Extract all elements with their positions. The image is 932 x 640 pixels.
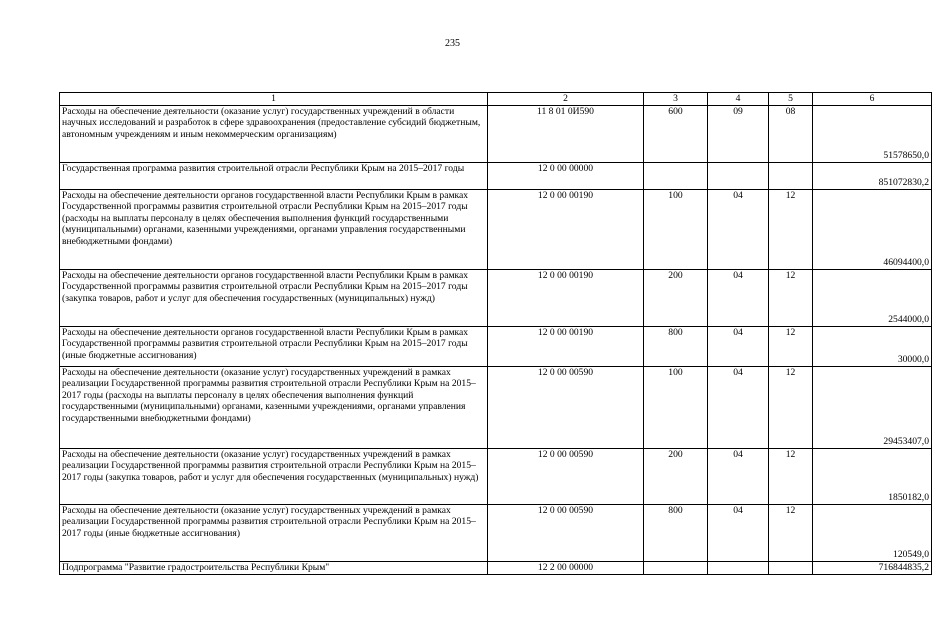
section-code: 04 <box>708 366 769 448</box>
section-code <box>708 561 769 574</box>
target-code: 11 8 01 0И590 <box>488 105 644 162</box>
expense-type: 800 <box>644 326 708 366</box>
subsection-code: 08 <box>769 105 813 162</box>
table-row <box>60 105 932 162</box>
expense-name: Расходы на обеспечение деятельности (оказание услуг) государственных учреждений в области научных исследований и разработок в сфере здравоохранения (предоставление субсидий бюджетным, автономным учреждениям и иным некоммерческим организациям) <box>60 105 488 162</box>
table-row <box>60 561 932 574</box>
expense-name: Расходы на обеспечение деятельности органов государственной власти Республики Крым в рамках Государственной программы развития строительной отрасли Республики Крым на 2015–2017 годы (расходы на выплаты персоналу в целях обеспечения выполнения функций государственными (муниципальными) органами, казенными учреждениями, органами управления государственными внебюджетными фондами) <box>60 189 488 269</box>
amount: 51578650,0 <box>813 105 932 162</box>
section-code: 04 <box>708 504 769 561</box>
amount: 1850182,0 <box>813 448 932 504</box>
subsection-code: 12 <box>769 366 813 448</box>
section-code: 04 <box>708 189 769 269</box>
expense-name: Расходы на обеспечение деятельности органов государственной власти Республики Крым в рамках Государственной программы развития строительной отрасли Республики Крым на 2015–2017 годы (иные бюджетные ассигнования) <box>60 326 488 366</box>
column-header: 2 <box>488 93 644 106</box>
amount: 2544000,0 <box>813 269 932 326</box>
table-row <box>60 366 932 448</box>
expense-type: 800 <box>644 504 708 561</box>
expense-type: 200 <box>644 448 708 504</box>
expense-type <box>644 162 708 189</box>
amount: 46094400,0 <box>813 189 932 269</box>
amount: 716844835,2 <box>813 561 932 574</box>
expense-name: Расходы на обеспечение деятельности (оказание услуг) государственных учреждений в рамках реализации Государственной программы развития строительной отрасли Республики Крым на 2015–2017 годы (закупка товаров, работ и услуг для обеспечения государственных (муниципальных) нужд) <box>60 448 488 504</box>
table-row <box>60 162 932 189</box>
column-header: 6 <box>813 93 932 106</box>
table-row <box>60 189 932 269</box>
subsection-code <box>769 162 813 189</box>
expense-name: Подпрограмма "Развитие градостроительства Республики Крым" <box>60 561 488 574</box>
subsection-code: 12 <box>769 448 813 504</box>
table-row <box>60 448 932 504</box>
subsection-code <box>769 561 813 574</box>
section-code <box>708 162 769 189</box>
section-code: 04 <box>708 269 769 326</box>
column-header: 1 <box>60 93 488 106</box>
table-row <box>60 269 932 326</box>
target-code: 12 0 00 00590 <box>488 448 644 504</box>
page-number: 235 <box>445 38 460 49</box>
subsection-code: 12 <box>769 504 813 561</box>
column-header: 3 <box>644 93 708 106</box>
target-code: 12 0 00 00590 <box>488 366 644 448</box>
subsection-code: 12 <box>769 189 813 269</box>
table-row <box>60 326 932 366</box>
expense-type <box>644 561 708 574</box>
expense-name: Расходы на обеспечение деятельности (оказание услуг) государственных учреждений в рамках реализации Государственной программы развития строительной отрасли Республики Крым на 2015–2017 годы (расходы на выплаты персоналу в целях обеспечения выполнения функций государственными (муниципальными) органами, казенными учреждениями, органами управления государственными внебюджетными фондами) <box>60 366 488 448</box>
section-code: 04 <box>708 326 769 366</box>
section-code: 04 <box>708 448 769 504</box>
expense-name: Расходы на обеспечение деятельности органов государственной власти Республики Крым в рамках Государственной программы развития строительной отрасли Республики Крым на 2015–2017 годы (закупка товаров, работ и услуг для обеспечения государственных (муниципальных) нужд) <box>60 269 488 326</box>
expense-type: 100 <box>644 366 708 448</box>
expense-type: 600 <box>644 105 708 162</box>
expense-name: Расходы на обеспечение деятельности (оказание услуг) государственных учреждений в рамках реализации Государственной программы развития строительной отрасли Республики Крым на 2015–2017 годы (иные бюджетные ассигнования) <box>60 504 488 561</box>
target-code: 12 0 00 00190 <box>488 326 644 366</box>
table-header-row <box>60 93 932 106</box>
amount: 120549,0 <box>813 504 932 561</box>
amount: 851072830,2 <box>813 162 932 189</box>
expense-type: 200 <box>644 269 708 326</box>
expense-name: Государственная программа развития строительной отрасли Республики Крым на 2015–2017 годы <box>60 162 488 189</box>
column-header: 4 <box>708 93 769 106</box>
target-code: 12 0 00 00190 <box>488 189 644 269</box>
budget-table <box>59 92 932 575</box>
target-code: 12 0 00 00590 <box>488 504 644 561</box>
target-code: 12 0 00 00000 <box>488 162 644 189</box>
subsection-code: 12 <box>769 269 813 326</box>
amount: 29453407,0 <box>813 366 932 448</box>
expense-type: 100 <box>644 189 708 269</box>
target-code: 12 0 00 00190 <box>488 269 644 326</box>
target-code: 12 2 00 00000 <box>488 561 644 574</box>
subsection-code: 12 <box>769 326 813 366</box>
table-row <box>60 504 932 561</box>
amount: 30000,0 <box>813 326 932 366</box>
column-header: 5 <box>769 93 813 106</box>
section-code: 09 <box>708 105 769 162</box>
